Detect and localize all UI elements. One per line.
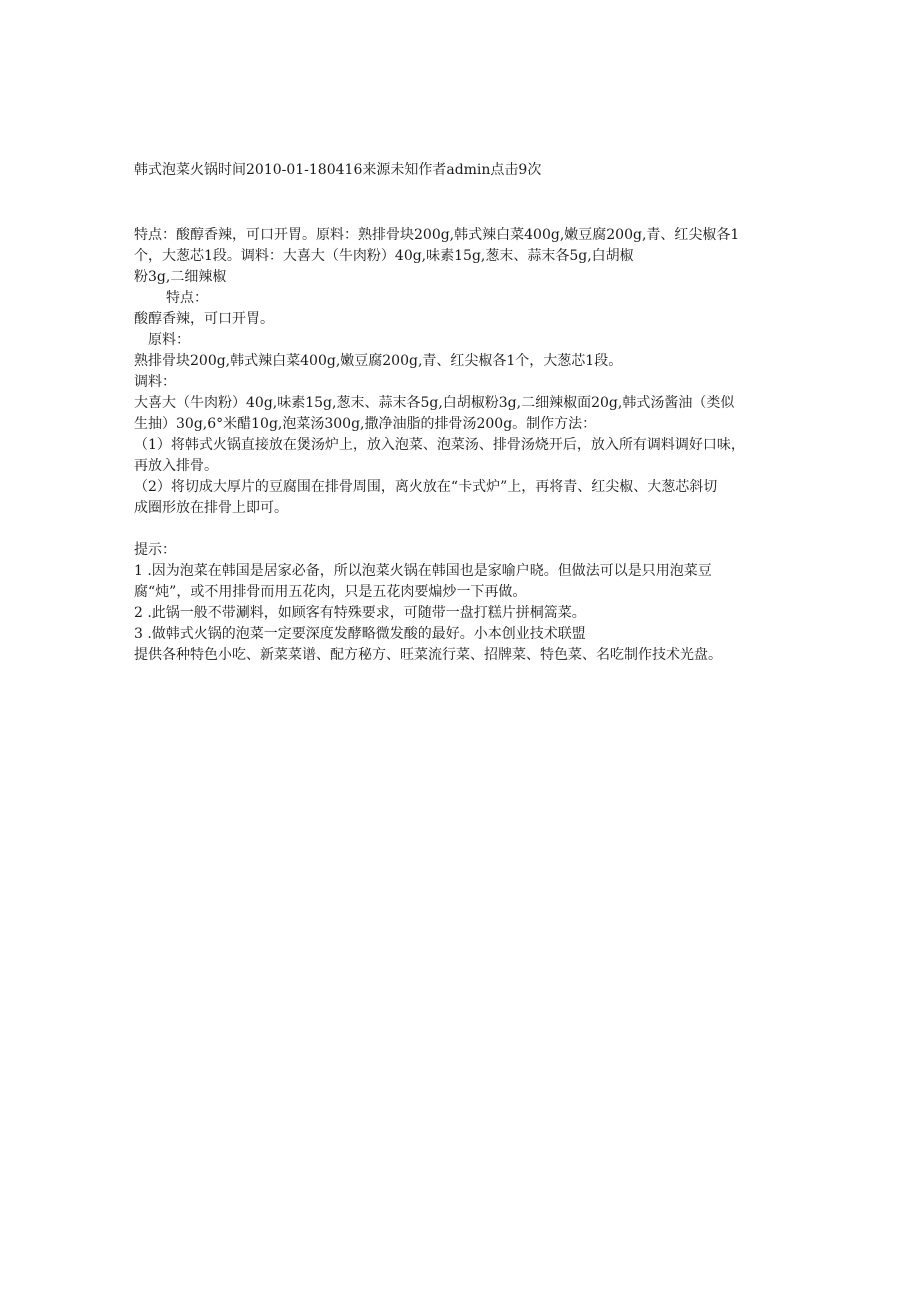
step-line: 再放入排骨。 [134, 458, 218, 474]
tip-line: 1 .因为泡菜在韩国是居家必备，所以泡菜火锅在韩国也是家喻户晓。但做法可以是只用泡菜豆 [134, 563, 712, 579]
tips-label: 提示： [134, 542, 176, 558]
recipe-document [134, 160, 794, 666]
tip-line: 3 .做韩式火锅的泡菜一定要深度发酵略微发酸的最好。小本创业技术联盟 [134, 626, 586, 642]
tip-line: 提供各种特色小吃、新菜菜谱、配方秘方、旺菜流行菜、招牌菜、特色菜、名吃制作技术光盘。 [134, 647, 722, 663]
step-line: （1）将韩式火锅直接放在煲汤炉上，放入泡菜、泡菜汤、排骨汤烧开后，放入所有调料调好口味， [134, 437, 745, 453]
summary-line: 特点：酸醇香辣，可口开胃。原料：熟排骨块200g,韩式辣白菜400g,嫩豆腐200g,青、红尖椒各1 [134, 227, 740, 243]
paragraph-gap [134, 519, 794, 540]
summary-paragraph [134, 225, 794, 288]
tip-line: 2 .此锅一般不带涮料，如顾客有特殊要求，可随带一盘打糕片拼桐篙菜。 [134, 605, 586, 621]
summary-line: 个，大葱芯1段。调料：大喜大（牛肉粉）40g,味素15g,葱末、蒜末各5g,白胡椒 [134, 248, 634, 264]
tip-line: 腐“炖”，或不用排骨而用五花肉，只是五花肉要煸炒一下再做。 [134, 584, 527, 600]
features-label: 特点： [166, 290, 208, 306]
step-line: （2）将切成大厚片的豆腐围在排骨周围，离火放在“卡式炉”上，再将青、红尖椒、大葱芯斜切 [134, 479, 718, 495]
ingredients-label: 原料： [148, 332, 190, 348]
step-line: 成圈形放在排骨上即可。 [134, 500, 288, 516]
summary-line: 粉3g,二细辣椒 [134, 269, 227, 285]
seasoning-line: 大喜大（牛肉粉）40g,味素15g,葱末、蒜末各5g,白胡椒粉3g,二细辣椒面20g,韩式汤酱油（类似 [134, 395, 735, 411]
seasoning-label: 调料： [134, 374, 176, 390]
ingredients-text: 熟排骨块200g,韩式辣白菜400g,嫩豆腐200g,青、红尖椒各1个，大葱芯1段。 [134, 353, 623, 369]
seasoning-line: 生抽）30g,6°米醋10g,泡菜汤300g,撒净油脂的排骨汤200g。制作方法： [134, 416, 597, 432]
article-header: 韩式泡菜火锅时间2010-01-180416来源未知作者admin点击9次 [134, 162, 542, 178]
features-text: 酸醇香辣，可口开胃。 [134, 311, 274, 327]
